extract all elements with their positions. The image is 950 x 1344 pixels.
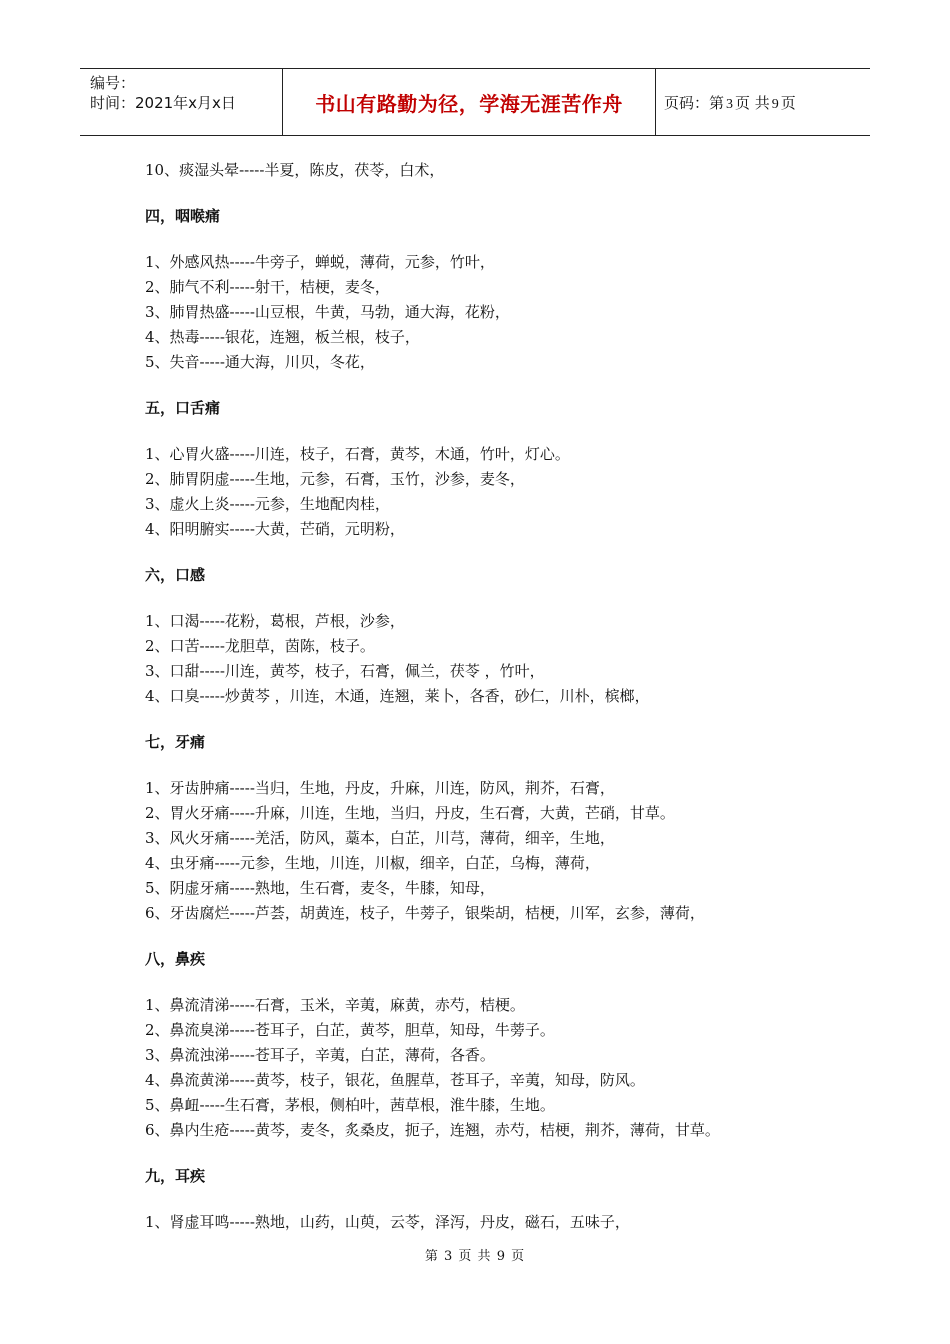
intro-line: 10、痰湿头晕-----半夏，陈皮，茯苓，白术， [145,161,445,179]
list-item: 3、虚火上炎-----元参，生地配肉桂， [145,495,390,513]
list-item: 2、口苦-----龙胆草，茵陈，枝子。 [145,637,375,655]
section-heading: 四，咽喉痛 [145,207,221,225]
spacer [145,183,845,204]
list-item: 4、阳明腑实-----大黄，芒硝，元明粉， [145,520,405,538]
spacer [145,1189,845,1210]
page-indicator: 页码：第 3 页 共 9 页 [664,93,796,112]
time-label: 时间：2021年x月x日 [90,94,236,112]
section-heading: 八，鼻疾 [145,950,206,968]
header-page-cell [656,69,870,135]
list-item: 1、肾虚耳鸣-----熟地，山药，山萸，云苓，泽泻，丹皮，磁石，五味子， [145,1213,630,1231]
spacer [145,229,845,250]
list-item: 3、风火牙痛-----羌活，防风，藁本，白芷，川芎，薄荷，细辛，生地， [145,829,615,847]
list-item: 6、鼻内生疮-----黄芩，麦冬，炙桑皮，扼子，连翘，赤芍，桔梗，荆芥，薄荷，甘草。 [145,1121,720,1139]
motto: 书山有路勤为径，学海无涯苦作舟 [315,91,623,116]
list-item: 6、牙齿腐烂-----芦荟，胡黄连，枝子，牛蒡子，银柴胡，桔梗，川军，玄参，薄荷， [145,904,705,922]
page-current: 3 [726,96,734,112]
spacer [145,375,845,396]
list-item: 1、外感风热-----牛旁子，蝉蜕，薄荷，元参，竹叶， [145,253,495,271]
section-heading: 九，耳疾 [145,1167,206,1185]
list-item: 1、口渴-----花粉，葛根，芦根，沙参， [145,612,405,630]
list-item: 5、鼻衄-----生石膏，茅根，侧柏叶，茜草根，淮牛膝，生地。 [145,1096,555,1114]
list-item: 2、肺气不利-----射干，桔梗，麦冬， [145,278,390,296]
list-item: 1、鼻流清涕-----石膏，玉米，辛荑，麻黄，赤芍，桔梗。 [145,996,525,1014]
spacer [145,972,845,993]
header-table [80,68,870,136]
spacer [145,755,845,776]
list-item: 4、虫牙痛-----元参，生地，川连，川椒，细辛，白芷，乌梅，薄荷， [145,854,600,872]
sections [145,183,845,1235]
spacer [145,588,845,609]
spacer [145,542,845,563]
header-motto-cell [283,69,656,135]
list-item: 2、胃火牙痛-----升麻，川连，生地，当归，丹皮，生石膏，大黄，芒硝，甘草。 [145,804,675,822]
section-heading: 七，牙痛 [145,733,206,751]
spacer [145,1143,845,1164]
number-label: 编号： [90,74,136,92]
list-item: 4、热毒-----银花，连翘，板兰根，枝子， [145,328,420,346]
list-item: 2、鼻流臭涕-----苍耳子，白芷，黄芩，胆草，知母，牛蒡子。 [145,1021,555,1039]
spacer [145,926,845,947]
list-item: 1、牙齿肿痛-----当归，生地，丹皮，升麻，川连，防风，荆芥，石膏， [145,779,615,797]
list-item: 5、阴虚牙痛-----熟地，生石膏，麦冬，牛膝，知母， [145,879,495,897]
document-body [145,158,845,1235]
list-item: 4、口臭-----炒黄芩 ，川连，木通，连翘，莱卜，各香，砂仁，川朴，槟榔， [145,687,650,705]
list-item: 5、失音-----通大海，川贝，冬花， [145,353,375,371]
section-heading: 六，口感 [145,566,206,584]
spacer [145,421,845,442]
list-item: 3、口甜-----川连，黄芩，枝子，石膏，佩兰，茯苓 ，竹叶， [145,662,545,680]
list-item: 2、肺胃阴虚-----生地，元参，石膏，玉竹，沙参，麦冬， [145,470,525,488]
page-total: 9 [771,96,779,112]
spacer [145,709,845,730]
header-meta-cell [80,69,283,135]
list-item: 1、心胃火盛-----川连，枝子，石膏，黄芩，木通，竹叶，灯心。 [145,445,570,463]
list-item: 3、肺胃热盛-----山豆根，牛黄，马勃，通大海，花粉， [145,303,510,321]
section-heading: 五，口舌痛 [145,399,221,417]
list-item: 3、鼻流浊涕-----苍耳子，辛荑，白芷，薄荷，各香。 [145,1046,495,1064]
page-footer: 第 3 页 共 9 页 [424,1249,526,1264]
list-item: 4、鼻流黄涕-----黄芩，枝子，银花，鱼腥草，苍耳子，辛荑，知母，防风。 [145,1071,645,1089]
